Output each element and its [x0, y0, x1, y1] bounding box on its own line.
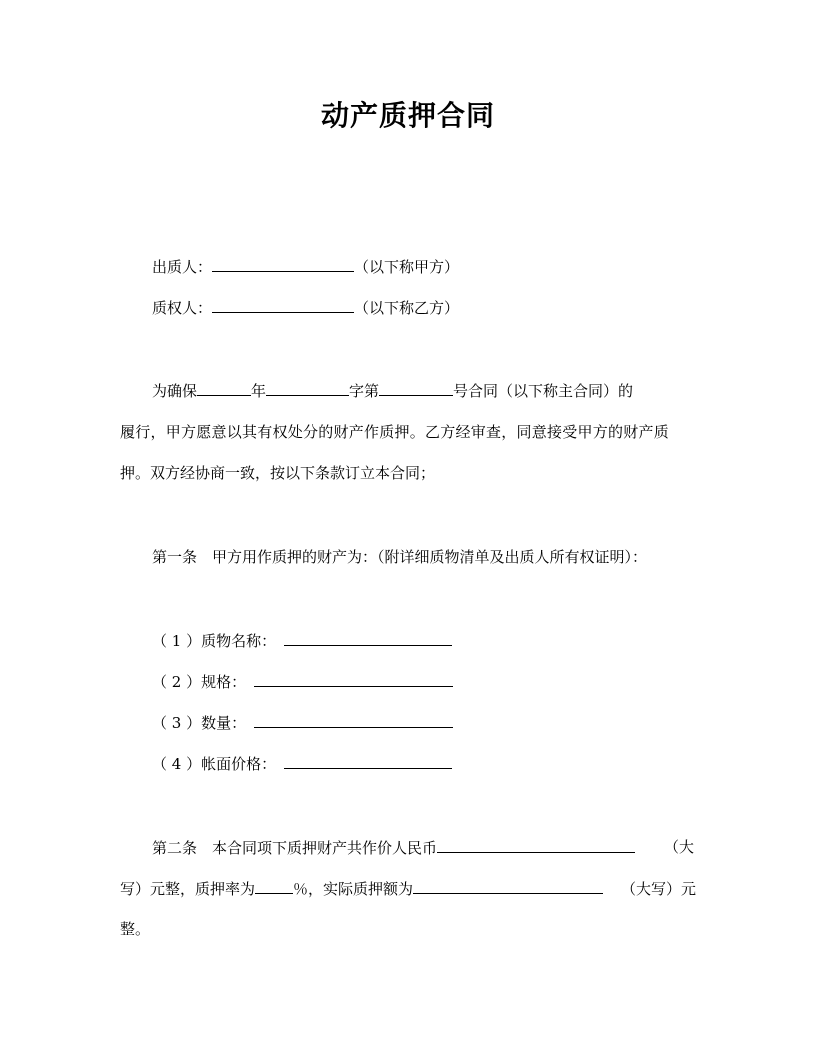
- pledgor-line: [152, 255, 459, 277]
- item-name-line: [152, 629, 452, 651]
- article2-text-c: 写）元整，质押率为 ％，实际质押额为: [120, 877, 603, 900]
- preamble-text-d: 号合同（以下称主合同）的: [453, 382, 634, 400]
- char-blank[interactable]: [266, 379, 349, 396]
- article2-line-1: [152, 836, 635, 858]
- pledgee-note: （以下称乙方）: [354, 299, 460, 317]
- year-blank[interactable]: [197, 379, 251, 396]
- item-spec-blank[interactable]: [254, 670, 453, 687]
- item-qty-label: （ 3 ）数量：: [152, 714, 247, 732]
- item-name-label: （ 1 ）质物名称：: [152, 632, 277, 650]
- item-price-blank[interactable]: [284, 752, 452, 769]
- item-spec-label: （ 2 ）规格：: [152, 673, 247, 691]
- item-qty-blank[interactable]: [254, 711, 453, 728]
- pledgee-label: 质权人：: [152, 299, 213, 317]
- price-blank[interactable]: [437, 836, 635, 853]
- pledgee-line: [152, 296, 459, 318]
- pledgee-blank[interactable]: [212, 296, 354, 313]
- item-qty-line: [152, 711, 453, 733]
- preamble-text-a: 为确保: [152, 382, 198, 400]
- pledgor-note: （以下称甲方）: [354, 258, 460, 276]
- item-price-label: （ 4 ）帐面价格：: [152, 755, 277, 773]
- item-name-blank[interactable]: [284, 629, 452, 646]
- rate-blank[interactable]: [255, 877, 293, 894]
- article2-text-b: （大: [664, 838, 695, 856]
- preamble-text-c: 字第: [349, 382, 380, 400]
- pledgor-blank[interactable]: [212, 255, 354, 272]
- article2-text-d: （大写）元: [620, 880, 696, 898]
- article2-line-3: 整。: [120, 920, 151, 938]
- article2-text-a: 第二条 本合同项下质押财产共作价人民币: [152, 839, 438, 857]
- item-price-line: [152, 752, 452, 774]
- article2-line-2: [120, 877, 696, 899]
- number-blank[interactable]: [379, 379, 453, 396]
- document-title: 动产质押合同: [320, 99, 495, 132]
- article1-heading: 第一条 甲方用作质押的财产为：（附详细质物清单及出质人所有权证明）：: [152, 548, 648, 566]
- amount-blank[interactable]: [413, 877, 603, 894]
- preamble-line-1: [152, 379, 633, 401]
- item-spec-line: [152, 670, 453, 692]
- preamble-line-2: 履行，甲方愿意以其有权处分的财产作质押。乙方经审查，同意接受甲方的财产质: [120, 423, 670, 441]
- pledgor-label: 出质人：: [152, 258, 213, 276]
- preamble-line-3: 押。双方经协商一致，按以下条款订立本合同；: [120, 464, 436, 482]
- preamble-text-b: 年: [251, 382, 267, 400]
